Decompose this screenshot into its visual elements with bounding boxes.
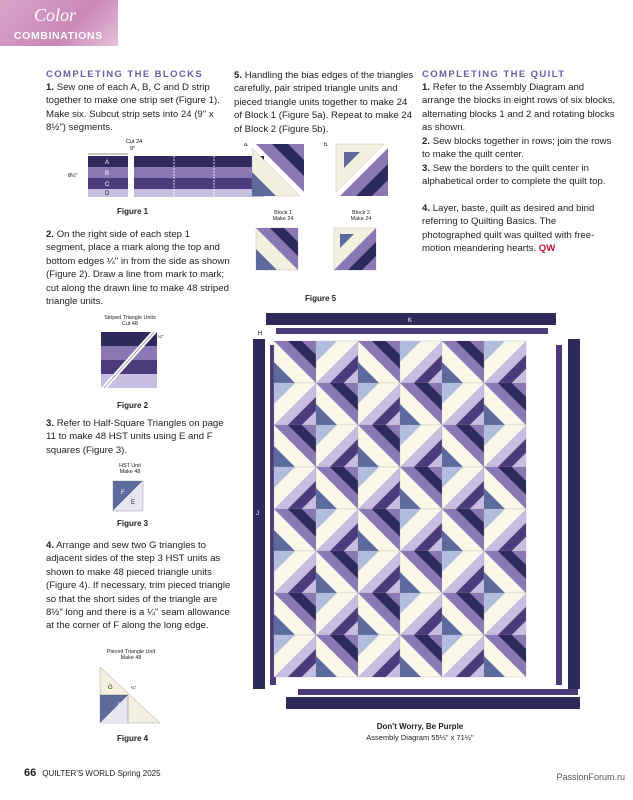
quilt-block <box>274 425 316 467</box>
border-k-bottom <box>286 697 580 709</box>
figure-2 <box>101 332 164 392</box>
quilt-block <box>316 635 358 677</box>
figure-5-caption: Figure 5 <box>305 294 337 303</box>
quilt-block <box>358 467 400 509</box>
step-4-text <box>46 539 236 633</box>
step-1-text <box>46 81 228 135</box>
quilt-block <box>316 593 358 635</box>
quilt-block <box>400 635 442 677</box>
label-h: H <box>258 331 263 337</box>
quilt-block <box>358 509 400 551</box>
fig3-label-e: E <box>131 500 136 506</box>
fig4-label-f: F <box>118 703 122 709</box>
figure-4 <box>100 667 170 727</box>
fig1-top-label: Cut 24 <box>126 139 143 145</box>
fig1-dim-top: 9" <box>130 146 136 152</box>
step-number: 2. <box>46 229 55 240</box>
strip-label-b: B <box>105 171 110 177</box>
assembly-diagram <box>250 305 610 725</box>
quilt-block <box>442 551 484 593</box>
strip-label-d: D <box>105 191 110 197</box>
quilt-block <box>400 383 442 425</box>
quilt-block <box>274 467 316 509</box>
quilt-step-4 <box>422 202 618 256</box>
page-number: 66 <box>24 767 37 779</box>
quilt-block <box>442 509 484 551</box>
step-body: Sew one of each A, B, C and D strip together to make one strip set (Figure 1). Make six. Subcut strip sets into 24 (9" x 8½") segments. <box>46 82 220 134</box>
quilt-block <box>358 593 400 635</box>
watermark: PassionForum.ru <box>556 772 625 782</box>
step-number: 3. <box>422 163 431 174</box>
quilt-block <box>358 341 400 383</box>
quilt-block <box>442 341 484 383</box>
step-number: 3. <box>46 418 55 429</box>
step-number: 4. <box>422 203 431 214</box>
quilt-block <box>316 509 358 551</box>
fig1-dim-side: 8½" <box>68 173 78 179</box>
assembly-title: Don't Worry, Be Purple <box>376 722 464 731</box>
quilt-block <box>274 593 316 635</box>
fig4-label-e: E <box>108 715 113 721</box>
step-body: Refer to the Assembly Diagram and arrange the blocks in eight rows of six blocks, alternating blocks 1 and 2 and rotating blocks as shown. <box>422 82 616 134</box>
step-body: Layer, baste, quilt as desired and bind referring to Quilting Basics. The photographed quilt was quilted with free-motion meandering hearts. <box>422 203 595 255</box>
quilt-block <box>274 383 316 425</box>
quilt-step-1 <box>422 81 618 135</box>
quilt-block <box>442 635 484 677</box>
fig4-title: Pieced Triangle Unit Make 48 <box>106 649 156 662</box>
quilt-block <box>316 551 358 593</box>
quilt-block <box>316 467 358 509</box>
step-body: Arrange and sew two G triangles to adjacent sides of the step 3 HST units as shown to make 48 pieced triangle units (Figure 4). If necessary, trim pieced triangle so that the short sides of the triangle are 8½" long and there is a ¼" seam allowance at the corner of F along the long edge. <box>46 540 231 632</box>
block1-caption: Block 1 Make 24 <box>272 210 294 223</box>
fig2-title: Striped Triangle Units Cut 48 <box>104 315 156 328</box>
quilt-block <box>358 383 400 425</box>
fig5a-units <box>252 144 304 196</box>
quilt-block <box>358 551 400 593</box>
quilt-block <box>442 593 484 635</box>
quilt-block <box>400 593 442 635</box>
block-grid <box>274 341 526 677</box>
block-1 <box>256 228 298 270</box>
border-j-right <box>568 339 580 689</box>
quilt-block <box>316 341 358 383</box>
step-body: On the right side of each step 1 segment, place a mark along the top and bottom edges ¼" in from the side as shown (Figure 2). Draw a line from mark to mark; cut along the drawn line to make 48 striped triangle units. <box>46 229 230 308</box>
strip-label-a: A <box>105 160 110 166</box>
quilt-step-2 <box>422 135 618 162</box>
quilt-block <box>274 341 316 383</box>
figure-4-caption: Figure 4 <box>117 734 149 743</box>
banner-line2: COMBINATIONS <box>14 30 103 42</box>
quilt-step-3 <box>422 162 618 189</box>
completing-quilt-heading: COMPLETING THE QUILT <box>422 69 566 80</box>
quilt-block <box>316 425 358 467</box>
quilt-block <box>400 509 442 551</box>
quilt-block <box>442 467 484 509</box>
fig2-mark: ¼" <box>158 334 164 339</box>
step-number: 5. <box>234 70 243 81</box>
step-body: Sew the borders to the quilt center in alphabetical order to complete the quilt top. <box>422 163 606 188</box>
issue-label: Spring 2025 <box>117 769 161 778</box>
quilt-block <box>400 425 442 467</box>
quilt-block <box>358 635 400 677</box>
step-body: Handling the bias edges of the triangles carefully, pair striped triangle units and pieced triangle units together to make 24 of Block 1 (Figure 5a). Repeat to make 24 of Block 2 (Figure 5b). <box>234 70 414 135</box>
strip-segment <box>88 156 128 197</box>
fig4-label-g: G <box>108 685 113 691</box>
quilt-block <box>484 551 526 593</box>
magazine-name: QUILTER'S WORLD <box>42 769 116 778</box>
quilt-block <box>400 341 442 383</box>
figure-2-caption: Figure 2 <box>117 401 149 410</box>
completing-blocks-heading: COMPLETING THE BLOCKS <box>46 69 204 80</box>
quilt-block <box>274 635 316 677</box>
quilt-block <box>400 467 442 509</box>
page-footer <box>24 767 161 779</box>
quilt-block <box>484 383 526 425</box>
quilt-block <box>484 635 526 677</box>
fig5-b-label: b. <box>324 142 329 148</box>
label-j: J <box>256 511 259 517</box>
quilt-block <box>400 551 442 593</box>
qw-end-mark: QW <box>538 243 556 255</box>
section-banner <box>0 0 118 46</box>
fig5b-units <box>336 144 388 196</box>
fig3-title: HST Unit Make 48 <box>119 463 141 476</box>
border-j <box>253 339 265 689</box>
banner-line1: Color <box>34 5 77 25</box>
step-number: 1. <box>46 82 55 93</box>
label-k: K <box>408 318 413 324</box>
step-number: 2. <box>422 136 431 147</box>
quilt-block <box>484 509 526 551</box>
quilt-block <box>442 425 484 467</box>
step-3-text <box>46 417 232 457</box>
quilt-block <box>358 425 400 467</box>
quilt-block <box>484 425 526 467</box>
fig3-label-f: F <box>121 490 125 496</box>
figure-1-caption: Figure 1 <box>117 207 149 216</box>
step-number: 1. <box>422 82 431 93</box>
quilt-block <box>442 383 484 425</box>
border-h-bottom <box>298 689 578 695</box>
step-body: Refer to Half-Square Triangles on page 11 to make 48 HST units using E and F squares (Figure 3). <box>46 418 224 456</box>
step-2-text <box>46 228 232 308</box>
figure-3 <box>113 481 153 521</box>
quilt-block <box>484 341 526 383</box>
quilt-block <box>316 383 358 425</box>
strip-label-c: C <box>105 182 110 188</box>
fig4-mark: ¼" <box>131 685 137 690</box>
quilt-block <box>274 551 316 593</box>
figure-3-caption: Figure 3 <box>117 519 149 528</box>
border-h-top <box>276 328 548 334</box>
block2-caption: Block 2 Make 24 <box>350 210 372 223</box>
step-5-text <box>234 69 416 136</box>
assembly-subtitle: Assembly Diagram 55½" x 71½" <box>366 733 474 742</box>
fig5-a-label: a. <box>244 142 249 148</box>
quilt-block <box>274 509 316 551</box>
block-2 <box>334 228 376 270</box>
step-number: 4. <box>46 540 55 551</box>
quilt-block <box>484 593 526 635</box>
border-h-right <box>556 345 562 685</box>
quilt-block <box>484 467 526 509</box>
step-body: Sew blocks together in rows; join the rows to make the quilt center. <box>422 136 612 161</box>
